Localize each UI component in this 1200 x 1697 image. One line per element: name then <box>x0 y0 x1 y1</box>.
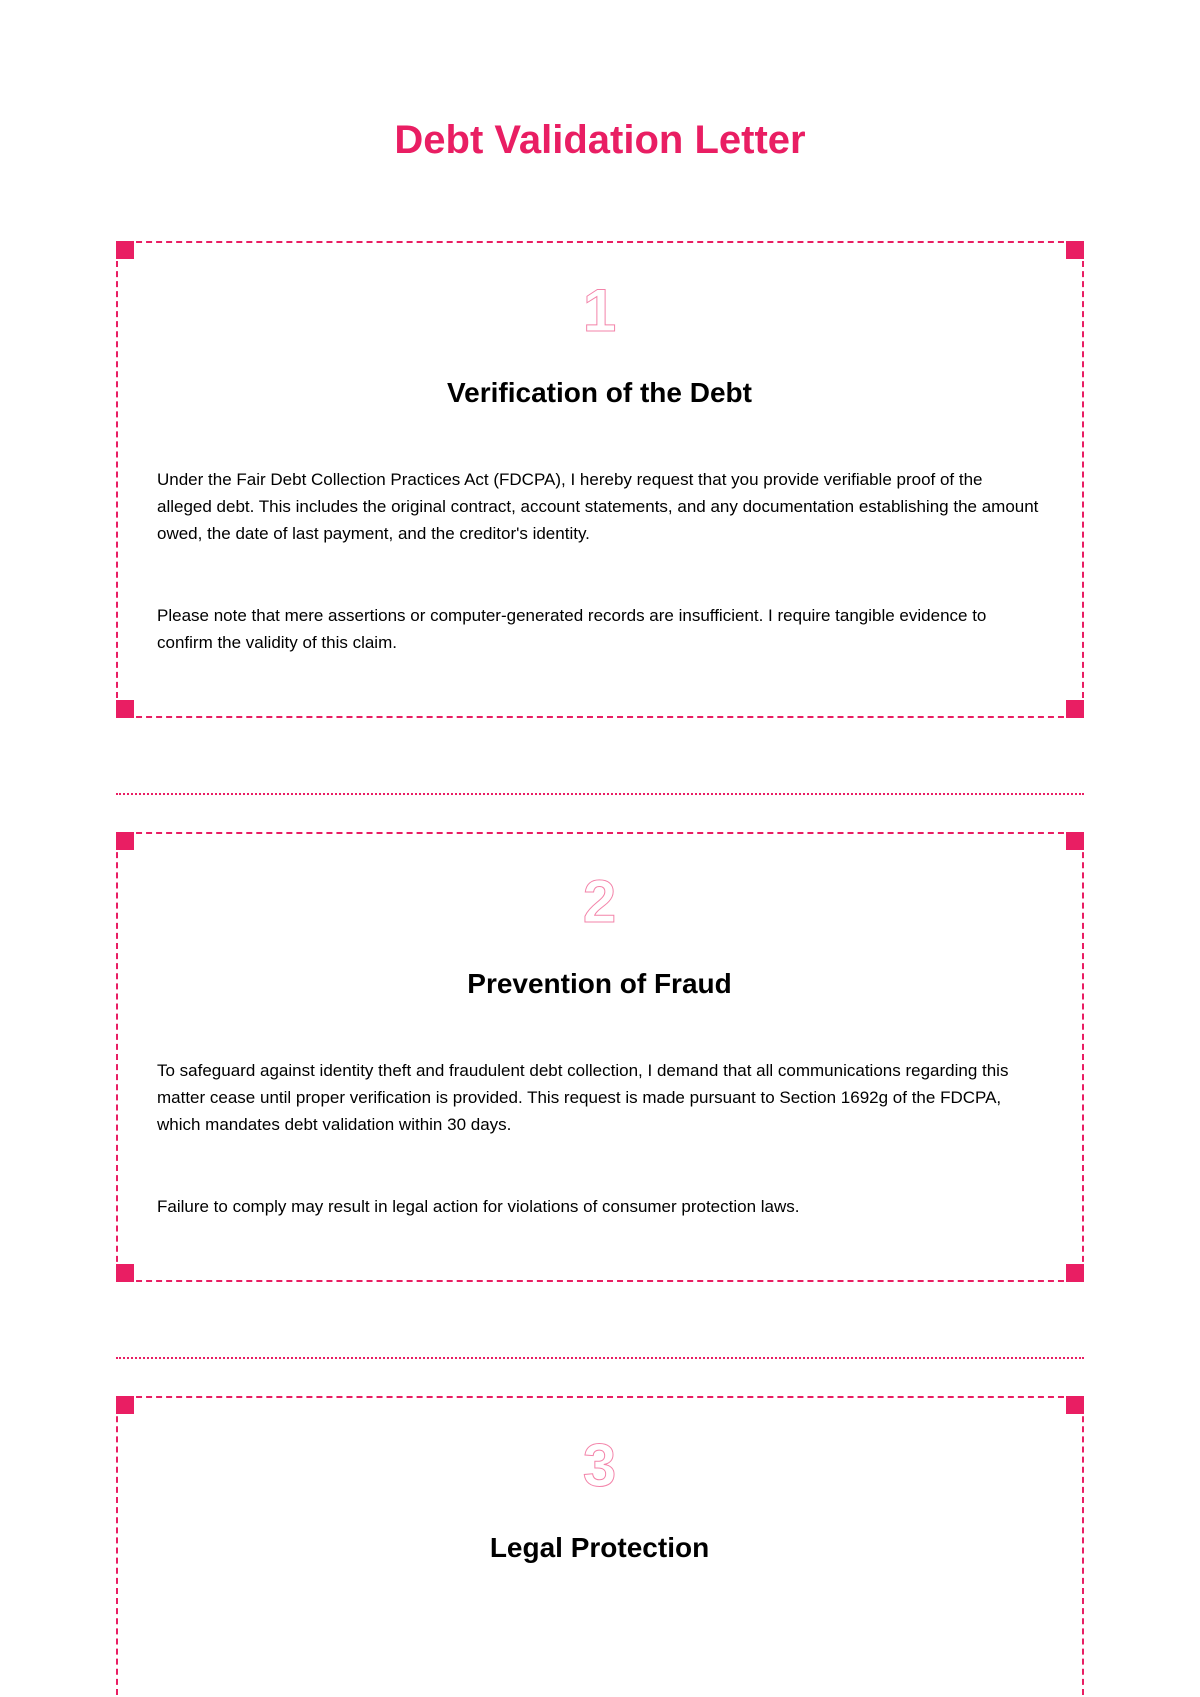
section-divider <box>116 793 1084 795</box>
section-heading: Prevention of Fraud <box>467 968 732 999</box>
section-heading: Legal Protection <box>489 1532 710 1563</box>
corner-marker-bottom-right <box>1066 1264 1084 1282</box>
section-number: 3 <box>582 1432 617 1499</box>
section-heading: Verification of the Debt <box>447 377 752 408</box>
section-divider <box>116 1357 1084 1359</box>
corner-marker-bottom-left <box>116 1264 134 1282</box>
section-number: 2 <box>582 868 617 935</box>
section-verification-of-debt <box>116 241 1084 718</box>
section-paragraph: Under the Fair Debt Collection Practices Act (FDCPA), I hereby request that you provide verifiable proof of the alleged debt. This includes the original contract, account statements, and any documentation establishing the amount owed, the date of last payment, and the creditor's identity. <box>157 470 1039 543</box>
corner-marker-bottom-left <box>116 700 134 718</box>
corner-marker-top-left <box>116 1396 134 1414</box>
corner-marker-top-left <box>116 832 134 850</box>
corner-marker-top-right <box>1066 832 1084 850</box>
corner-marker-top-left <box>116 241 134 259</box>
corner-marker-bottom-right <box>1066 700 1084 718</box>
document-title: Debt Validation Letter <box>394 118 806 162</box>
document-page <box>116 0 1084 1697</box>
section-paragraph: Please note that mere assertions or computer-generated records are insufficient. I require tangible evidence to confirm the validity of this claim. <box>157 606 987 652</box>
corner-marker-top-right <box>1066 241 1084 259</box>
section-paragraph: Failure to comply may result in legal action for violations of consumer protection laws. <box>157 1197 800 1216</box>
section-number: 1 <box>582 277 617 344</box>
section-paragraph: To safeguard against identity theft and fraudulent debt collection, I demand that all communications regarding this matter cease until proper verification is provided. This request is made pursuant to Section 1692g of the FDCPA, which mandates debt validation within 30 days. <box>157 1061 1009 1134</box>
corner-marker-top-right <box>1066 1396 1084 1414</box>
section-legal-protection <box>116 1396 1084 1697</box>
section-prevention-of-fraud <box>116 832 1084 1282</box>
